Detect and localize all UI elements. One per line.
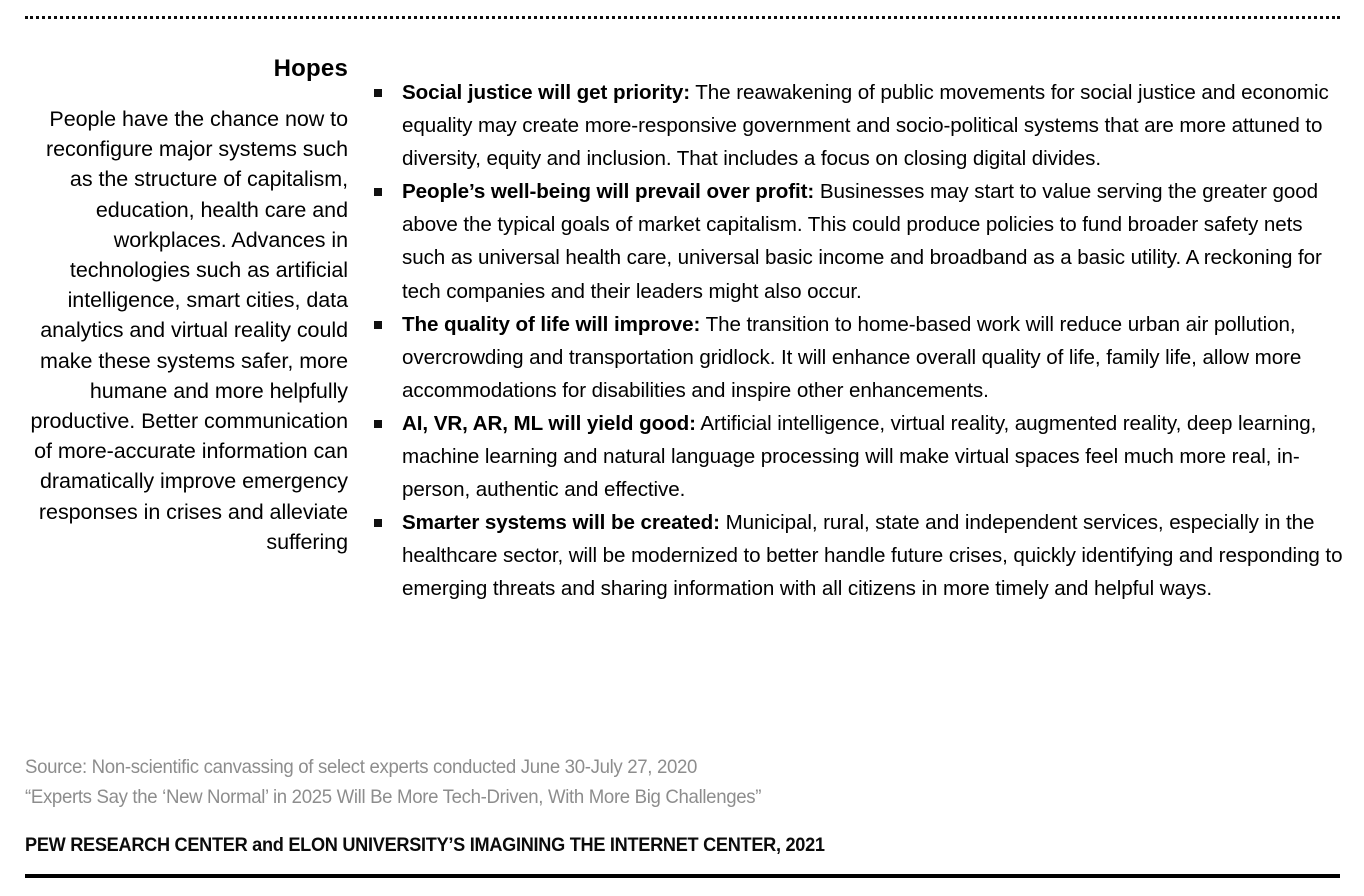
list-item-lead: People’s well-being will prevail over profit:: [402, 180, 815, 204]
square-bullet-icon: [374, 420, 382, 428]
organization-credit: PEW RESEARCH CENTER and ELON UNIVERSITY’S IMAGINING THE INTERNET CENTER, 2021: [25, 834, 825, 856]
bottom-solid-divider: [25, 874, 1340, 878]
list-item-body: Artificial intelligence, virtual reality, augmented reality, deep learning, machine learning and natural language processing will make virtual spaces feel much more real, in-person, authentic and effective.: [402, 411, 1317, 502]
figure-footer: [25, 752, 1345, 857]
source-note: Source: Non-scientific canvassing of select experts conducted June 30-July 27, 2020: [25, 756, 698, 778]
left-column: [22, 54, 348, 557]
list-item-body: Businesses may start to value serving the greater good above the typical goals of market capitalism. This could produce policies to fund broader safety nets such as universal health care, universal basic income and broadband as a basic utility. A reckoning for tech companies and their leaders might also occur.: [402, 180, 1322, 303]
report-title-note: “Experts Say the ‘New Normal’ in 2025 Will Be More Tech-Driven, With More Big Challenges”: [25, 786, 762, 808]
page-title: Hopes: [273, 55, 348, 82]
list-item-body: The reawakening of public movements for social justice and economic equality may create more-responsive government and socio-political systems that are more attuned to diversity, equity and inclusion. That includes a focus on closing digital divides.: [402, 81, 1329, 171]
square-bullet-icon: [374, 321, 382, 329]
list-item-lead: Social justice will get priority:: [402, 81, 691, 104]
list-item: [372, 506, 1344, 605]
list-item-lead: The quality of life will improve:: [402, 312, 701, 336]
list-item: [372, 76, 1344, 175]
left-column-summary: People have the chance now to reconfigure major systems such as the structure of capitalism, education, health care and workplaces. Advances in technologies such as artificial intelligence, smart cities, data analytics and virtual reality could make these systems safer, more humane and more helpfully productive. Better communication of more-accurate information can dramatically improve emergency responses in crises and alleviate suffering: [30, 107, 348, 554]
list-item: [372, 407, 1344, 506]
list-item: [372, 308, 1344, 407]
square-bullet-icon: [374, 519, 382, 527]
hopes-bullet-list: [372, 76, 1344, 606]
list-item-body: Municipal, rural, state and independent services, especially in the healthcare sector, will be modernized to better handle future crises, quickly identifying and responding to emerging threats and sharing information with all citizens in more timely and helpful ways.: [402, 511, 1343, 601]
square-bullet-icon: [374, 188, 382, 196]
square-bullet-icon: [374, 89, 382, 97]
right-column: [372, 76, 1344, 606]
list-item: [372, 175, 1344, 307]
list-item-lead: AI, VR, AR, ML will yield good:: [402, 411, 696, 435]
top-dotted-divider: [25, 16, 1340, 19]
list-item-body: The transition to home-based work will reduce urban air pollution, overcrowding and transportation gridlock. It will enhance overall quality of life, family life, allow more accommodations for disabilities and inspire other enhancements.: [402, 312, 1302, 402]
list-item-lead: Smarter systems will be created:: [402, 511, 720, 535]
